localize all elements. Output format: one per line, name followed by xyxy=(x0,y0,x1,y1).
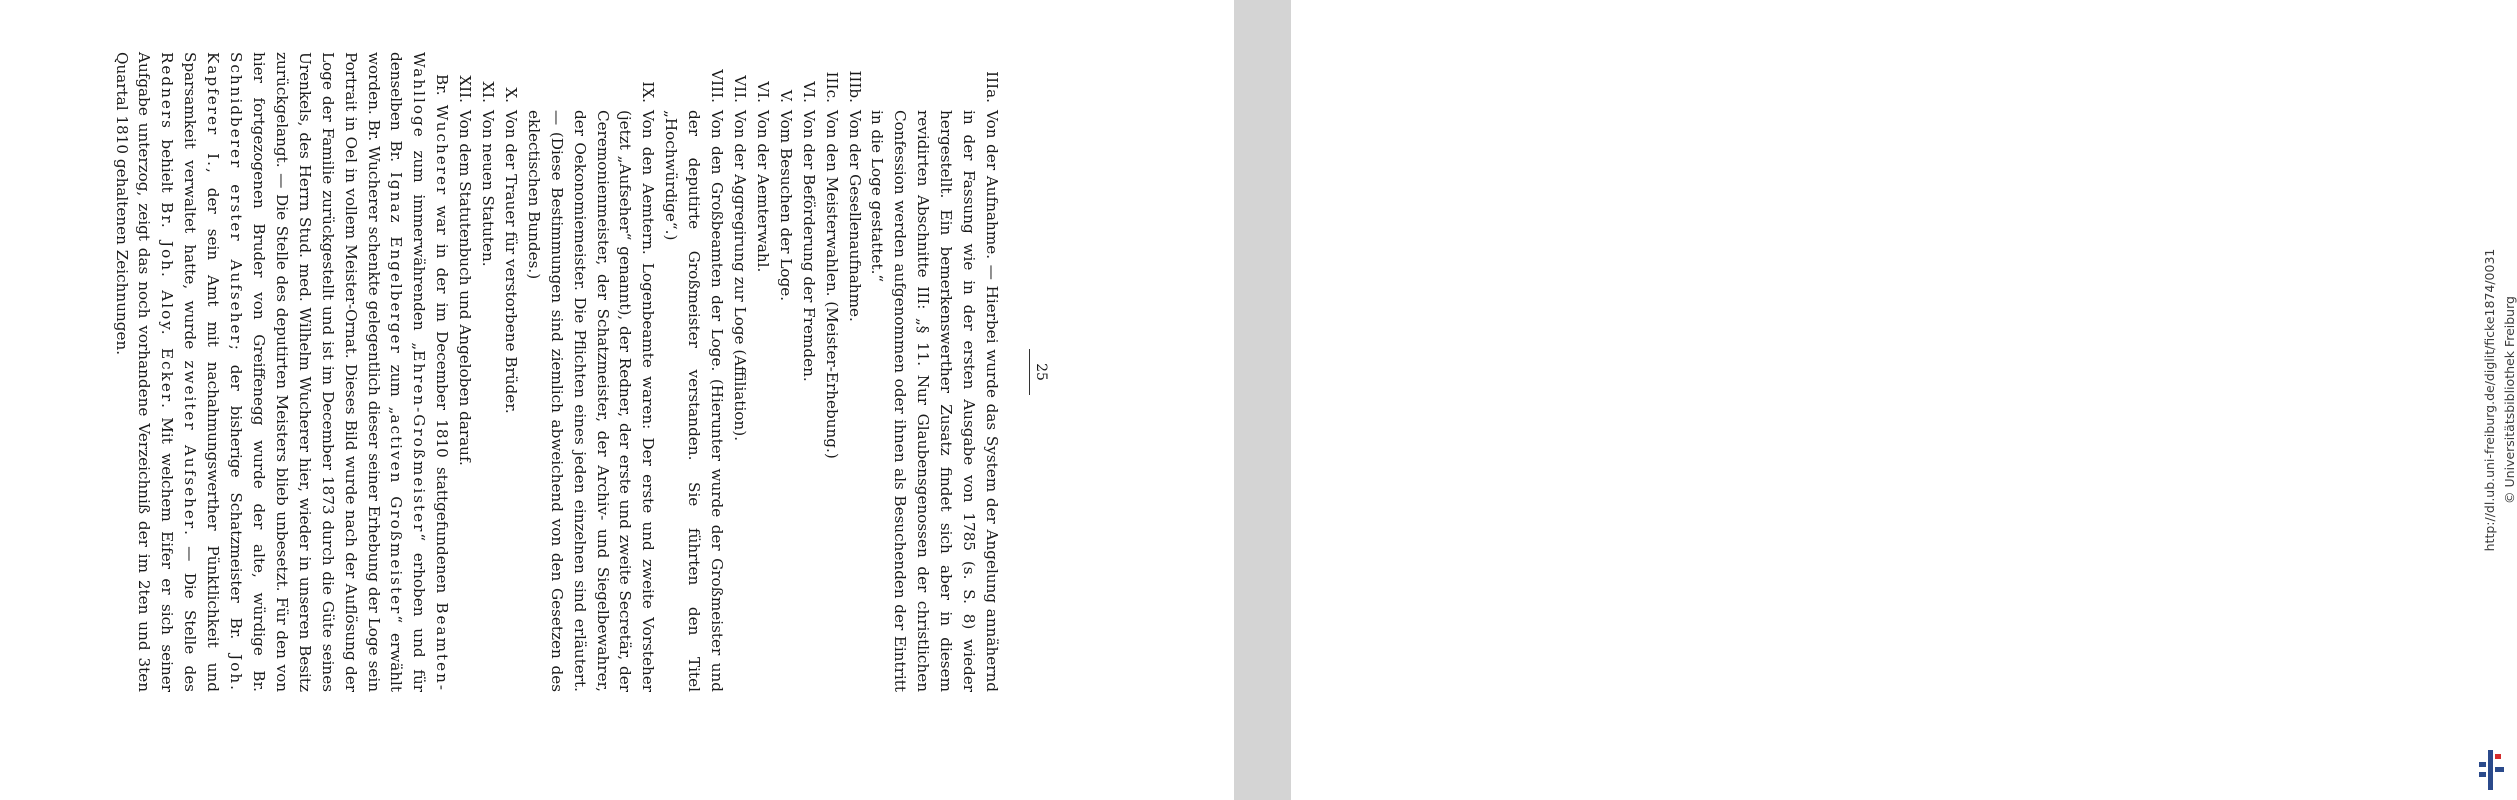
statute-text: Von der Aggregirung zur Loge (Affiliation). xyxy=(731,110,750,442)
spaced-name: Beamten-Wahlloge xyxy=(410,52,452,692)
rotated-text-block xyxy=(114,52,1050,692)
statute-number: XI. xyxy=(479,81,498,103)
spaced-name: erster Aufseher xyxy=(227,184,246,345)
text-run: , der sein Amt mit nachahmungswerther Pünktlichkeit und Sparsamkeit verwaltet hatte, wurde xyxy=(181,52,223,692)
statute-entry xyxy=(820,52,843,692)
spaced-name: Ignaz Engelberger xyxy=(387,171,406,355)
statute-number: IIIb. xyxy=(845,70,864,103)
text-run: . — Die Stelle des xyxy=(181,530,200,692)
statute-text: Von der Beförderung der Fremden. xyxy=(799,110,818,382)
statute-text: Von den Großbeamten der Loge. (Hierunter wurde der Großmeister und der deputirte Großmeister verstanden. Sie führten den Titel „Hochwürdige“.) xyxy=(662,110,727,692)
spaced-name: zweiter Aufseher xyxy=(181,360,200,531)
scanned-page xyxy=(0,0,1234,800)
text-run: “ erwählt worden. Br. Wucherer schenkte gelegentlich dieser seiner Erhebung der Loge sein Portrait in Oel in vollem Meister-Ornat. Dieses Bild wurde nach der Auflösung der Loge der Familie zurückgestellt und ist im December 1873 durch die Güte seines Urenkels, des Herrn Stud. med. Wilhelm Wucherer hier, wieder in unseren Besitz zurückgelangt. — Die Stelle des deputirten Meisters blieb unbesetzt. Für den von hier fortgezogenen Bruder von Greiffenegg wurde der alte, würdige Br. xyxy=(250,52,406,692)
text-run: behielt xyxy=(158,129,177,203)
text-run: zum „ xyxy=(387,354,406,415)
statute-number: IIIc. xyxy=(822,71,841,103)
statute-entry xyxy=(774,52,797,692)
page-number-rule xyxy=(1029,349,1030,395)
statute-text: Vom Besuchen der Loge. xyxy=(776,110,795,302)
statute-entry xyxy=(751,52,774,692)
text-run: zum immerwährenden „ xyxy=(410,138,429,351)
statute-text: Von der Aufnahme. — Hierbei wurde das System der Angelung annähernd in der Fassung wie in der ersten Ausgabe von 1785 (s. S. 8) wieder hergestellt. Ein bemerkenswerther Zusatz findet sich aber in diesem revidirten Abschnitte III: „§ 11. Nur Glaubensgenossen der christlichen Confession werden aufgenommen oder ihnen als Besuchenden der Eintritt in die Loge gestattet.“ xyxy=(868,110,1001,692)
statute-number: VIII. xyxy=(708,69,727,103)
library-sidebar xyxy=(1234,0,2517,800)
statute-text: Von der Trauer für verstorbene Brüder. xyxy=(501,110,520,414)
statute-entry xyxy=(499,52,522,692)
statute-entry xyxy=(843,52,866,692)
statute-number: VII. xyxy=(731,75,750,103)
statute-text: Von der Aemterwahl. xyxy=(753,110,772,273)
spaced-name: Br. Joh. Aloy. Ecker xyxy=(158,202,177,404)
statute-entry xyxy=(659,52,728,692)
ub-freiburg-logo-icon xyxy=(2477,748,2507,792)
statute-entry xyxy=(728,52,751,692)
statute-text: Von den Meisterwahlen. (Meister-Erhebung.) xyxy=(822,110,841,459)
spaced-name: Joh. Kapferer I. xyxy=(204,52,246,692)
spaced-name: Schnidberer xyxy=(227,52,246,170)
statute-text: Von den Aemtern. Logenbeamte waren: Der erste und zweite Vorsteher (jetzt „Aufseher“ genannt), der Redner, der erste und zweite Secretär, der Ceremonienmeister, der Schatzmeister, der Archiv- und Siegelbewahrer, der Oekonomiemeister. Die Pflichten eines jeden einzelnen sind erläutert. — (Diese Bestimmungen sind ziemlich abweichend von den Gesetzen des eklectischen Bundes.) xyxy=(524,110,658,692)
spaced-name: activen Großmeister xyxy=(387,414,406,616)
statute-entry xyxy=(866,52,1003,692)
text-run: “ erhoben und für denselben Br. xyxy=(387,52,429,692)
spaced-name: Ehren-Großmeister xyxy=(410,350,429,534)
statute-entry xyxy=(476,52,499,692)
source-url[interactable]: http://dl.ub.uni-freiburg.de/diglit/ficke1874/0031 xyxy=(2482,248,2497,552)
statute-number: VI. xyxy=(799,81,818,103)
statute-number: X. xyxy=(501,87,520,103)
text-run: ; der bisherige Schatzmeister Br. xyxy=(227,344,246,655)
statute-text: Von dem Statutenbuch und Angeloben darauf. xyxy=(456,110,475,466)
copyright-notice: © Universitätsbibliothek Freiburg xyxy=(2502,296,2517,504)
statute-number: IX. xyxy=(639,81,658,103)
statute-number: IIIa. xyxy=(983,71,1001,103)
text-run xyxy=(227,169,245,184)
text-run: Br. xyxy=(433,74,452,105)
spaced-name: Wucherer xyxy=(433,104,452,197)
text-run: . Mit welchem Eifer er sich seiner Aufgabe unterzog, zeigt das noch vorhandene Verzeichniß der im 2ten und 3ten Quartal 1810 gehaltenen Zeichnungen. xyxy=(112,52,177,692)
statute-entry xyxy=(453,52,476,692)
statute-text: Von der Gesellenaufnahme. xyxy=(845,110,864,322)
body-paragraph xyxy=(110,52,454,692)
page-number: 25 xyxy=(1033,363,1049,381)
text-run: war in der im December 1810 stattgefundenen xyxy=(433,196,452,603)
spaced-name: Redners xyxy=(158,52,177,130)
statute-entry xyxy=(522,52,659,692)
statute-number: V. xyxy=(776,89,795,103)
statute-number: XII. xyxy=(456,75,475,103)
statute-entry xyxy=(797,52,820,692)
statute-list xyxy=(453,52,1003,692)
statute-number: VI. xyxy=(753,81,772,103)
statute-text: Von neuen Statuten. xyxy=(479,110,498,267)
